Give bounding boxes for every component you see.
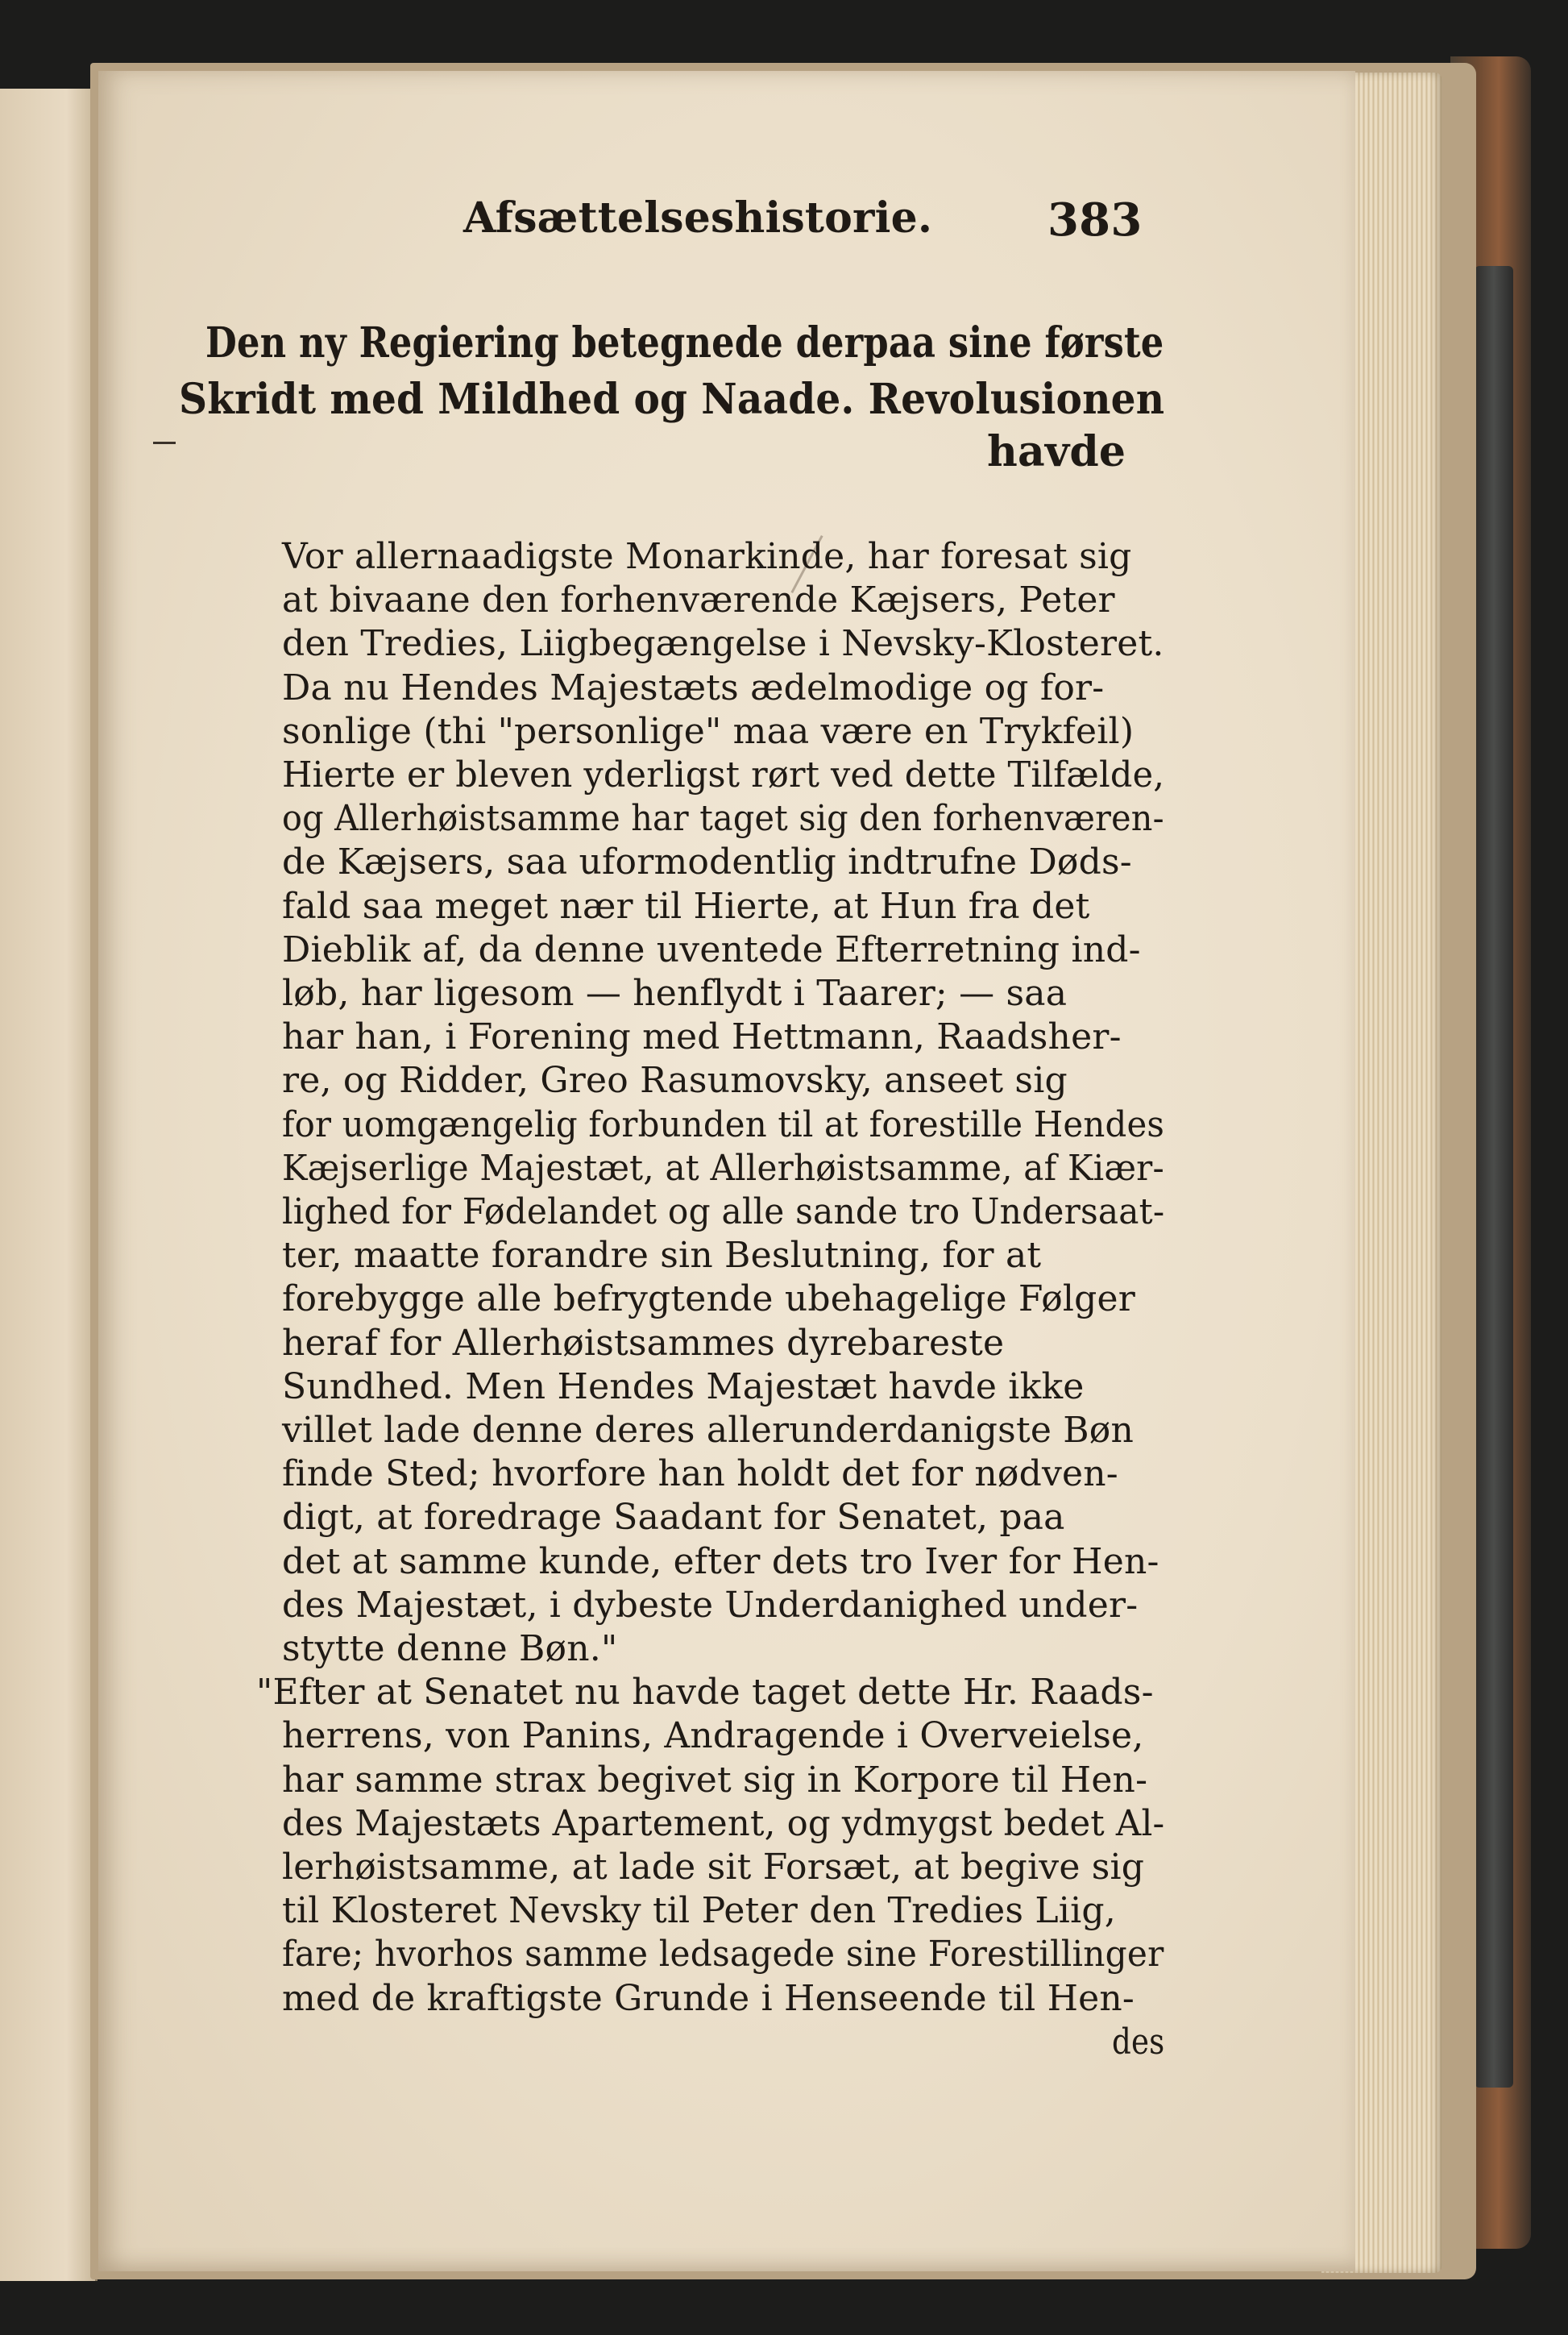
body-line: des Majestæt, i dybeste Underdanighed under- — [282, 1585, 1139, 1626]
body-line: at bivaane den forhenværende Kæjsers, Peter — [282, 580, 1115, 621]
body-line: til Klosteret Nevsky til Peter den Tredies Liig, — [282, 1890, 1116, 1931]
book-cover-strip — [1475, 266, 1513, 2088]
body-line: Sundhed. Men Hendes Majestæt havde ikke — [282, 1366, 1085, 1407]
body-line: ter, maatte forandre sin Beslutning, for at — [282, 1235, 1042, 1276]
body-line: forebygge alle befrygtende ubehagelige Følger — [282, 1278, 1136, 1319]
body-line: det at samme kunde, efter dets tro Iver for Hen- — [282, 1541, 1159, 1582]
body-line: for uomgængelig forbunden til at forestille Hendes — [282, 1104, 1165, 1145]
body-line: fald saa meget nær til Hierte, at Hun fra det — [282, 886, 1090, 927]
body-line: Dieblik af, da denne uventede Efterretning ind- — [282, 929, 1141, 970]
body-line: des Majestæts Apartement, og ydmygst bedet Al- — [282, 1803, 1165, 1844]
intro-line: Skridt med Mildhed og Naade. Revolusionen — [179, 375, 1165, 424]
body-line: Vor allernaadigste Monarkinde, har foresat sig — [282, 536, 1132, 577]
body-line: med de kraftigste Grunde i Henseende til Hen- — [282, 1978, 1135, 2019]
body-line: og Allerhøistsamme har taget sig den forhenværen- — [282, 798, 1164, 839]
body-line: re, og Ridder, Greo Rasumovsky, anseet sig — [282, 1060, 1068, 1101]
intro-line: Den ny Regiering betegnede derpaa sine første — [205, 318, 1164, 368]
margin-dash — [153, 442, 176, 444]
body-line: den Tredies, Liigbegængelse i Nevsky-Klosteret. — [282, 623, 1164, 664]
body-line: har samme strax begivet sig in Korpore til Hen- — [282, 1760, 1148, 1801]
body-line: "Efter at Senatet nu havde taget dette Hr. Raads- — [256, 1672, 1154, 1713]
body-line: des — [1112, 2021, 1165, 2063]
body-line: har han, i Forening med Hettmann, Raadsher- — [282, 1016, 1122, 1057]
body-line: lighed for Fødelandet og alle sande tro Undersaat- — [282, 1191, 1165, 1232]
body-line: lerhøistsamme, at lade sit Forsæt, at begive sig — [282, 1847, 1145, 1888]
running-head-title: Afsættelseshistorie. — [463, 193, 933, 243]
body-line: sonlige (thi "personlige" maa være en Trykfeil) — [282, 711, 1135, 752]
body-line: Hierte er bleven yderligst rørt ved dette Tilfælde, — [282, 754, 1165, 796]
body-line: heraf for Allerhøistsammes dyrebareste — [282, 1323, 1005, 1364]
page-number: 383 — [1047, 193, 1143, 247]
body-line: Kæjserlige Majestæt, at Allerhøistsamme, af Kiær- — [282, 1148, 1164, 1189]
intro-line: havde — [987, 427, 1126, 476]
body-line: de Kæjsers, saa uformodentlig indtrufne Døds- — [282, 841, 1132, 883]
body-line: herrens, von Panins, Andragende i Overveielse, — [282, 1715, 1144, 1756]
left-page-edge — [0, 89, 97, 2281]
body-line: løb, har ligesom — henflydt i Taarer; — saa — [282, 973, 1068, 1014]
body-line: Da nu Hendes Majestæts ædelmodige og for- — [282, 667, 1105, 708]
body-line: finde Sted; hvorfore han holdt det for nødven- — [282, 1453, 1118, 1494]
body-line: fare; hvorhos samme ledsagede sine Forestillinger — [282, 1934, 1164, 1975]
body-line: villet lade denne deres allerunderdanigste Bøn — [282, 1410, 1135, 1451]
body-line: stytte denne Bøn." — [282, 1628, 618, 1669]
body-line: digt, at foredrage Saadant for Senatet, paa — [282, 1497, 1065, 1538]
